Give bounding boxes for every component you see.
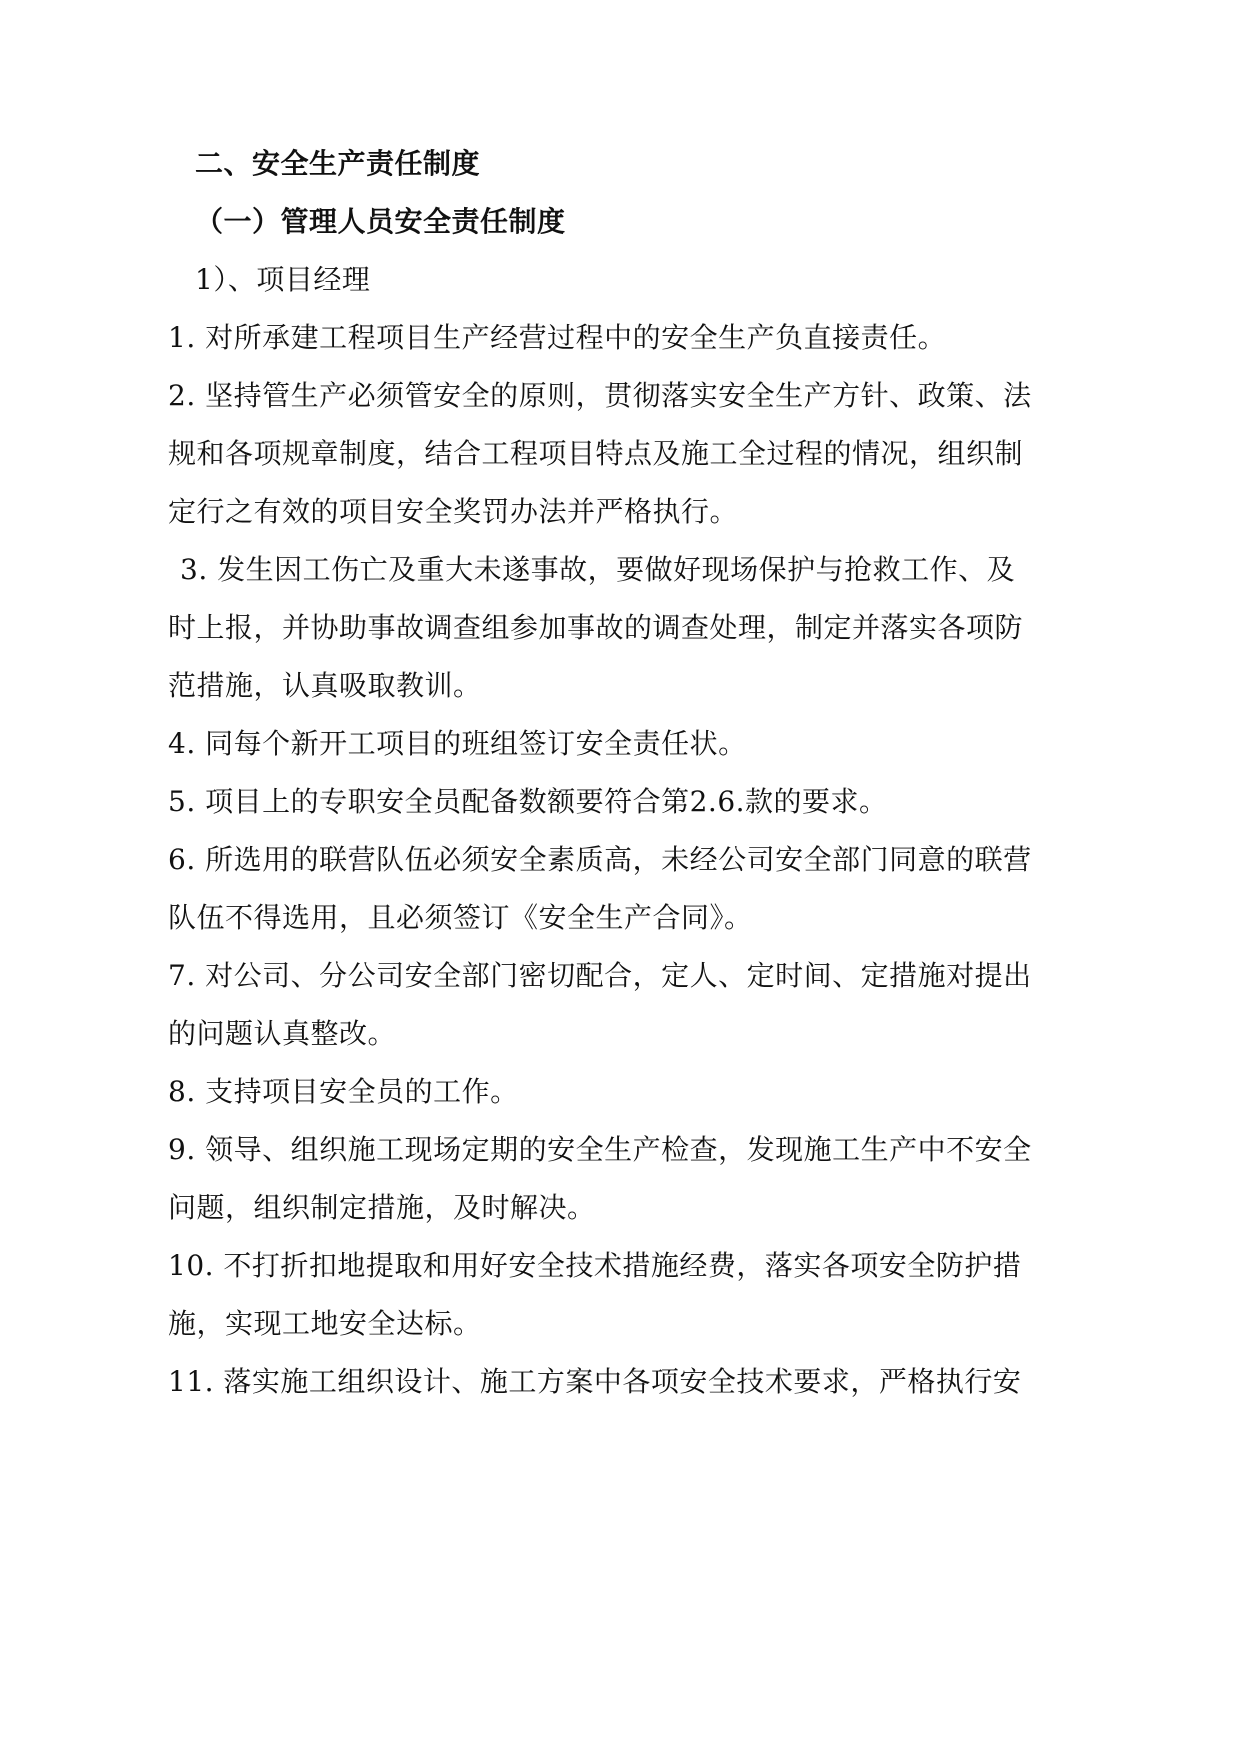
- body-line-6: 时上报，并协助事故调查组参加事故的调查处理，制定并落实各项防: [168, 611, 1024, 644]
- body-line-5: 3. 发生因工伤亡及重大未遂事故，要做好现场保护与抢救工作、及: [180, 553, 1016, 586]
- body-line-8: 4. 同每个新开工项目的班组签订安全责任状。: [168, 727, 747, 760]
- body-line-9: 5. 项目上的专职安全员配备数额要符合第2.6.款的要求。: [168, 785, 888, 818]
- body-line-18: 施，实现工地安全达标。: [168, 1307, 482, 1340]
- role-heading: 1）、项目经理: [195, 263, 371, 296]
- body-line-16: 问题，组织制定措施，及时解决。: [168, 1191, 596, 1224]
- body-line-10: 6. 所选用的联营队伍必须安全素质高，未经公司安全部门同意的联营: [168, 843, 1032, 876]
- body-line-2: 2. 坚持管生产必须管安全的原则，贯彻落实安全生产方针、政策、法: [168, 379, 1032, 412]
- body-line-13: 的问题认真整改。: [168, 1017, 397, 1050]
- body-line-14: 8. 支持项目安全员的工作。: [168, 1075, 519, 1108]
- body-line-3: 规和各项规章制度，结合工程项目特点及施工全过程的情况，组织制: [168, 437, 1024, 470]
- body-line-1: 1. 对所承建工程项目生产经营过程中的安全生产负直接责任。: [168, 321, 947, 354]
- body-line-12: 7. 对公司、分公司安全部门密切配合，定人、定时间、定措施对提出: [168, 959, 1032, 992]
- subsection-title: （一）管理人员安全责任制度: [195, 205, 566, 238]
- body-line-4: 定行之有效的项目安全奖罚办法并严格执行。: [168, 495, 739, 528]
- body-line-11: 队伍不得选用，且必须签订《安全生产合同》。: [168, 901, 753, 934]
- body-line-19: 11. 落实施工组织设计、施工方案中各项安全技术要求，严格执行安: [168, 1365, 1022, 1398]
- body-line-17: 10. 不打折扣地提取和用好安全技术措施经费，落实各项安全防护措: [168, 1249, 1022, 1282]
- section-title: 二、安全生产责任制度: [195, 147, 481, 180]
- body-line-7: 范措施，认真吸取教训。: [168, 669, 482, 702]
- body-line-15: 9. 领导、组织施工现场定期的安全生产检查，发现施工生产中不安全: [168, 1133, 1032, 1166]
